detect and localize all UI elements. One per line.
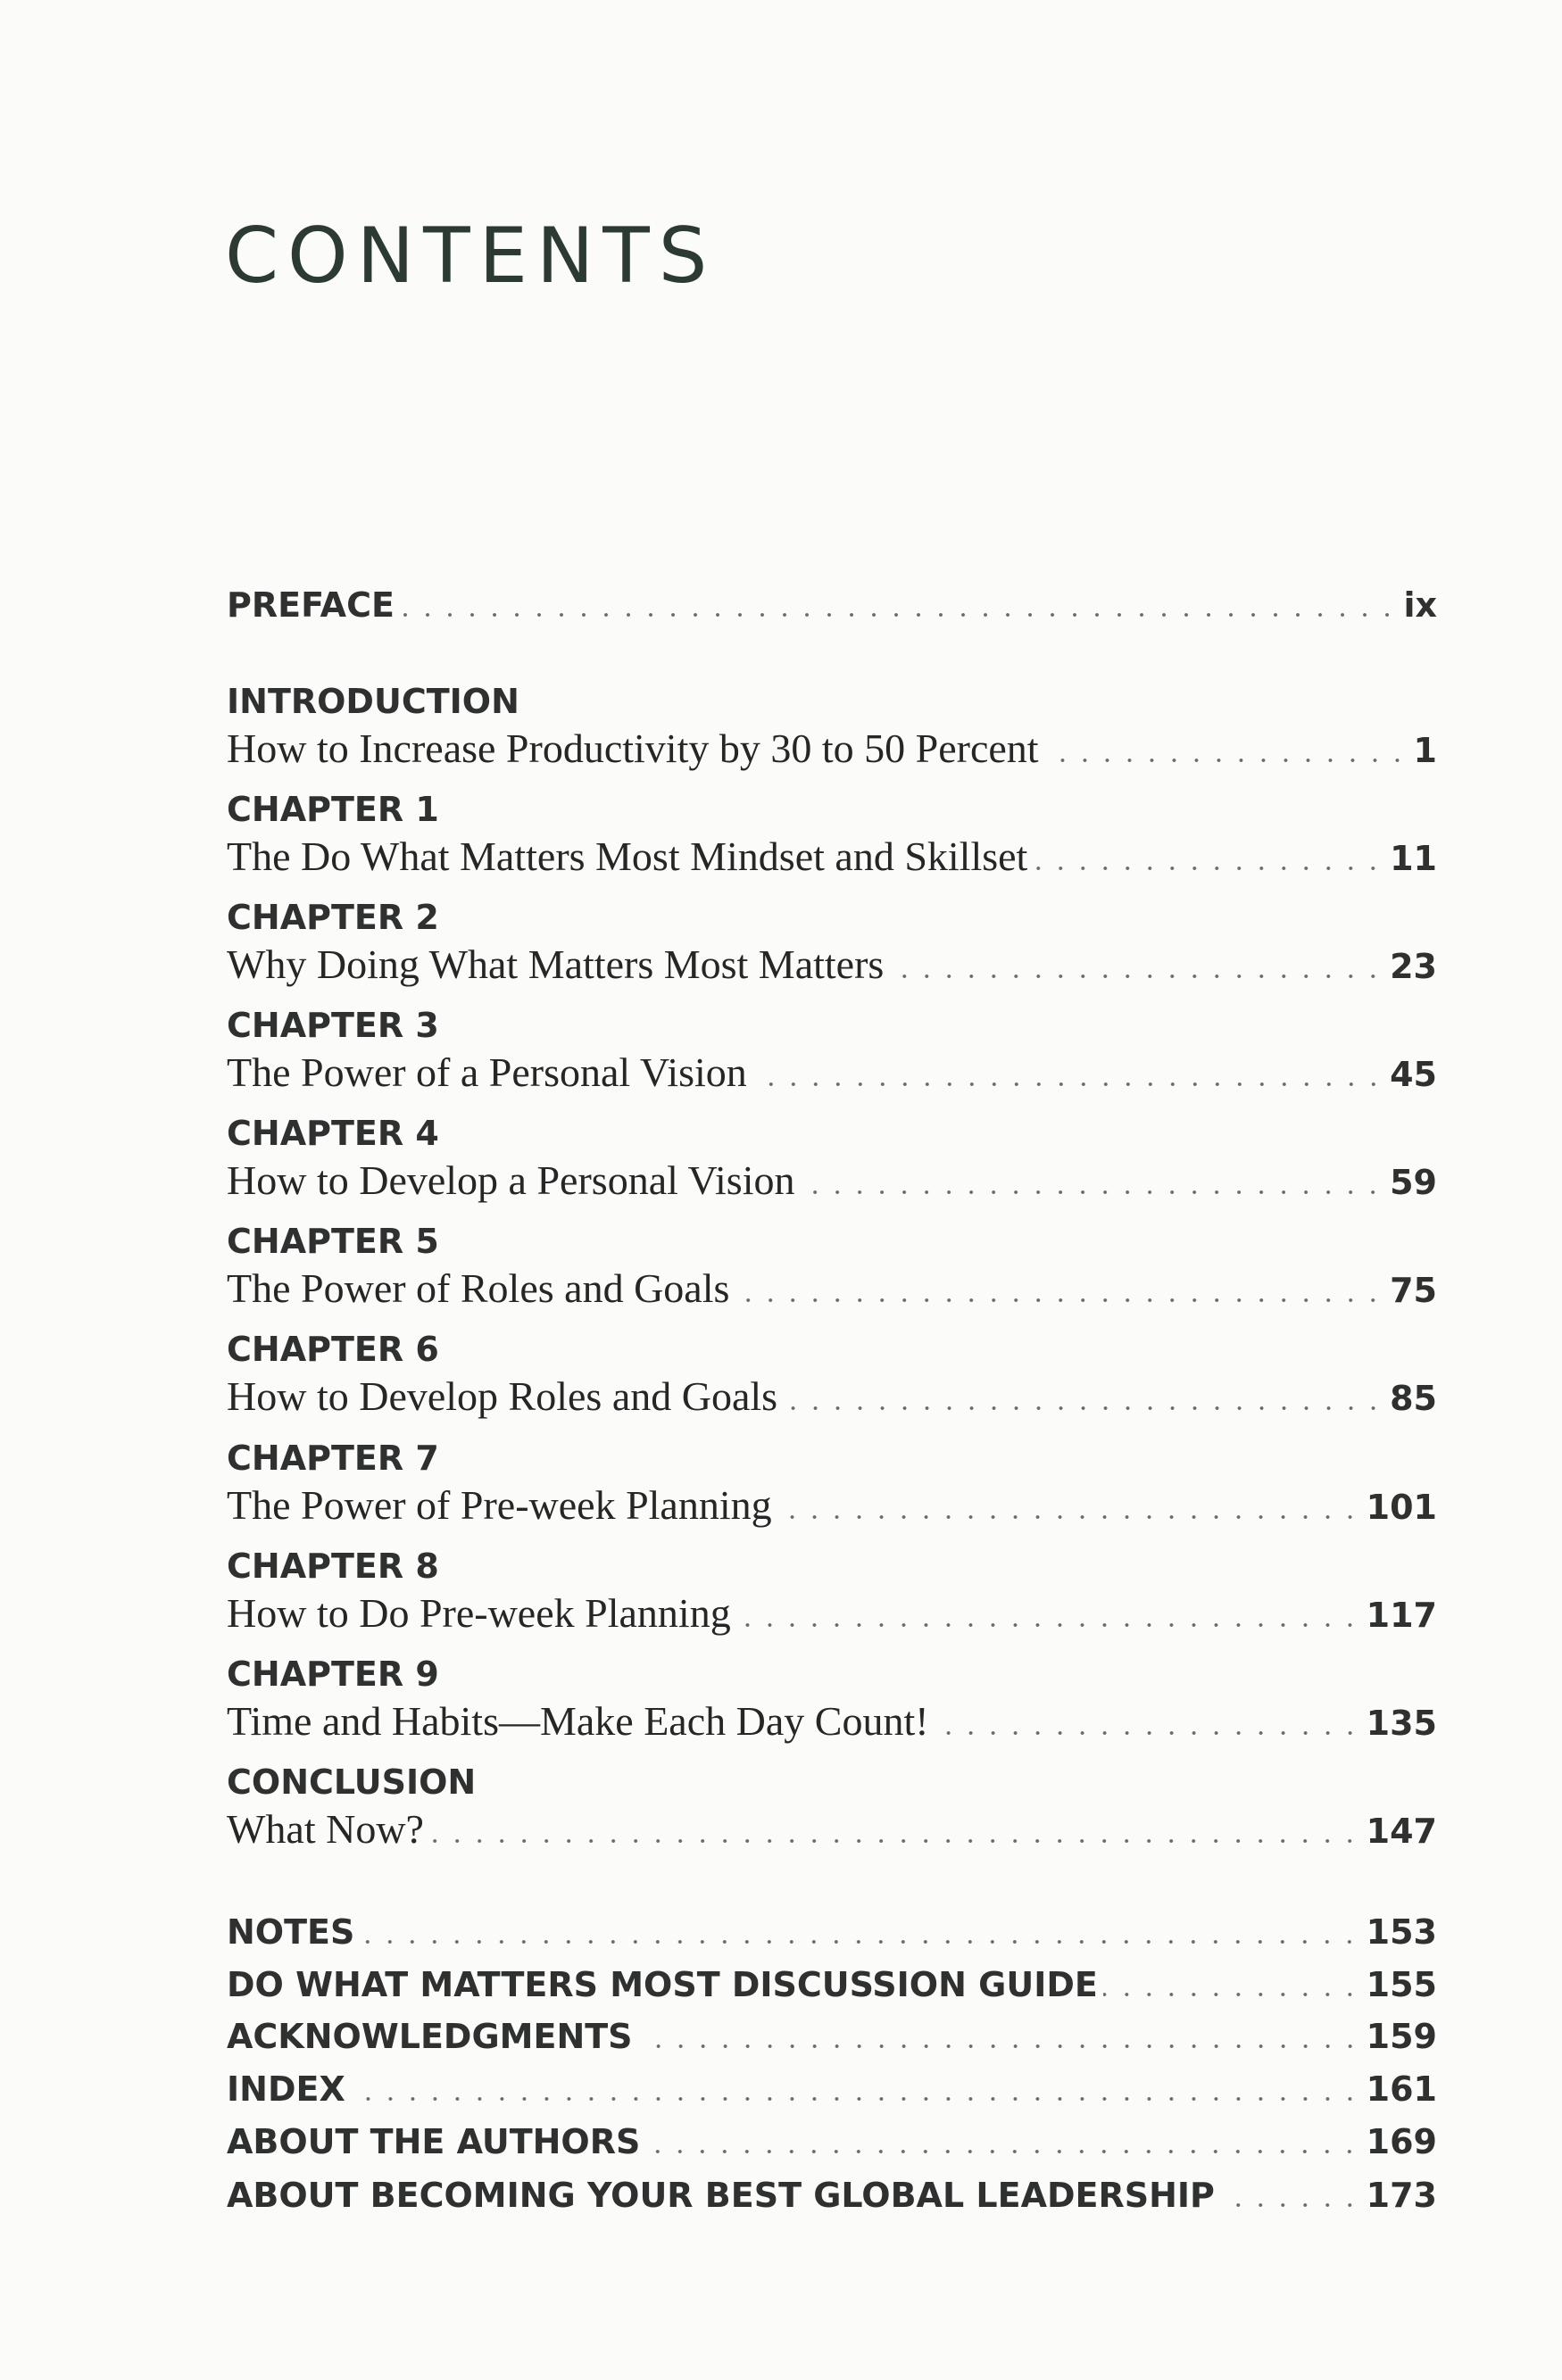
toc-entry-acknowledgments[interactable]: [227, 2017, 1437, 2056]
toc-entry-chapter-5[interactable]: [227, 1265, 1437, 1312]
dot-leader: [752, 1082, 1384, 1086]
chapter-title: How to Do Pre-week Planning: [227, 1590, 731, 1636]
toc-page-number: 45: [1390, 1055, 1437, 1094]
chapter-label: CHAPTER 2: [227, 898, 439, 937]
chapter-title: The Power of Pre-week Planning: [227, 1482, 772, 1528]
toc-entry-label: ABOUT BECOMING YOUR BEST GLOBAL LEADERSHIP: [227, 2176, 1215, 2215]
toc-page-number: 161: [1366, 2069, 1437, 2109]
toc-entry-about-the-authors[interactable]: [227, 2122, 1437, 2161]
chapter-label: CHAPTER 6: [227, 1330, 439, 1369]
dot-leader: [400, 613, 1399, 617]
dot-leader: [889, 974, 1384, 978]
dot-leader: [935, 1731, 1361, 1735]
dot-leader: [429, 1839, 1361, 1843]
toc-entry-chapter-9[interactable]: [227, 1697, 1437, 1745]
toc-page-number: 85: [1390, 1379, 1437, 1418]
toc-page-number: 101: [1366, 1488, 1437, 1527]
toc-entry-preface[interactable]: [227, 585, 1437, 625]
page-title: CONTENTS: [225, 211, 717, 301]
dot-leader: [1033, 867, 1384, 870]
chapter-title: The Power of a Personal Vision: [227, 1049, 747, 1095]
toc-entry-notes[interactable]: [227, 1912, 1437, 1952]
dot-leader: [777, 1515, 1361, 1519]
chapter-label: CHAPTER 3: [227, 1006, 439, 1045]
dot-leader: [1220, 2203, 1361, 2207]
dot-leader: [638, 2044, 1361, 2048]
toc-entry-label: DO WHAT MATTERS MOST DISCUSSION GUIDE: [227, 1965, 1098, 2004]
toc-entry-chapter-7[interactable]: [227, 1481, 1437, 1529]
chapter-label: CONCLUSION: [227, 1762, 477, 1802]
toc-page-number: 159: [1366, 2017, 1437, 2056]
chapter-label: CHAPTER 4: [227, 1114, 439, 1153]
toc-page-number: 173: [1366, 2176, 1437, 2215]
toc-entry-chapter-2[interactable]: [227, 941, 1437, 988]
chapter-title: The Power of Roles and Goals: [227, 1265, 730, 1311]
chapter-label: CHAPTER 9: [227, 1654, 439, 1694]
toc-page-number: 135: [1366, 1704, 1437, 1743]
chapter-label: CHAPTER 5: [227, 1222, 439, 1261]
chapter-label: CHAPTER 7: [227, 1439, 439, 1478]
dot-leader: [735, 1298, 1384, 1302]
chapter-title: The Do What Matters Most Mindset and Skillset: [227, 833, 1028, 879]
toc-page-number: 75: [1390, 1271, 1437, 1310]
toc-entry-introduction[interactable]: [227, 725, 1437, 772]
dot-leader: [1044, 759, 1408, 762]
toc-entry-label: INDEX: [227, 2069, 345, 2109]
toc-page-number: 23: [1390, 947, 1437, 986]
dot-leader: [1103, 1993, 1361, 1996]
dot-leader: [360, 1940, 1360, 1944]
toc-entry-chapter-1[interactable]: [227, 833, 1437, 880]
toc-entry-conclusion[interactable]: [227, 1805, 1437, 1853]
chapter-title: How to Develop a Personal Vision: [227, 1157, 795, 1203]
dot-leader: [800, 1190, 1384, 1194]
toc-page-number: 153: [1366, 1912, 1437, 1952]
chapter-label: CHAPTER 8: [227, 1547, 439, 1586]
chapter-title: How to Develop Roles and Goals: [227, 1373, 778, 1419]
toc-entry-chapter-8[interactable]: [227, 1589, 1437, 1637]
chapter-label: INTRODUCTION: [227, 682, 519, 721]
toc-entry-label: ABOUT THE AUTHORS: [227, 2122, 641, 2161]
toc-page-number: 117: [1366, 1596, 1437, 1635]
chapter-title: How to Increase Productivity by 30 to 50 Percent: [227, 726, 1039, 771]
chapter-title: Why Doing What Matters Most Matters: [227, 941, 885, 987]
toc-entry-chapter-3[interactable]: [227, 1049, 1437, 1096]
toc-entry-label: PREFACE: [227, 585, 395, 625]
toc-page-number: 169: [1366, 2122, 1437, 2161]
toc-page-number: 59: [1390, 1163, 1437, 1202]
toc-page-number: 155: [1366, 1965, 1437, 2004]
toc-page-number: 147: [1366, 1812, 1437, 1851]
toc-entry-label: NOTES: [227, 1912, 355, 1952]
dot-leader: [351, 2097, 1361, 2101]
toc-entry-about-leadership[interactable]: [227, 2176, 1437, 2215]
chapter-title: Time and Habits—Make Each Day Count!: [227, 1698, 929, 1744]
toc-entry-chapter-4[interactable]: [227, 1157, 1437, 1204]
dot-leader: [736, 1623, 1361, 1627]
toc-entry-discussion-guide[interactable]: [227, 1965, 1437, 2004]
toc-page-number: ix: [1403, 585, 1437, 625]
toc-entry-label: ACKNOWLEDGMENTS: [227, 2017, 633, 2056]
chapter-title: What Now?: [227, 1806, 424, 1852]
toc-page-number: 1: [1413, 731, 1437, 770]
chapter-label: CHAPTER 1: [227, 790, 439, 829]
toc-entry-index[interactable]: [227, 2069, 1437, 2109]
toc-page-number: 11: [1390, 839, 1437, 878]
toc-entry-chapter-6[interactable]: [227, 1372, 1437, 1420]
dot-leader: [645, 2150, 1360, 2153]
dot-leader: [783, 1406, 1384, 1410]
